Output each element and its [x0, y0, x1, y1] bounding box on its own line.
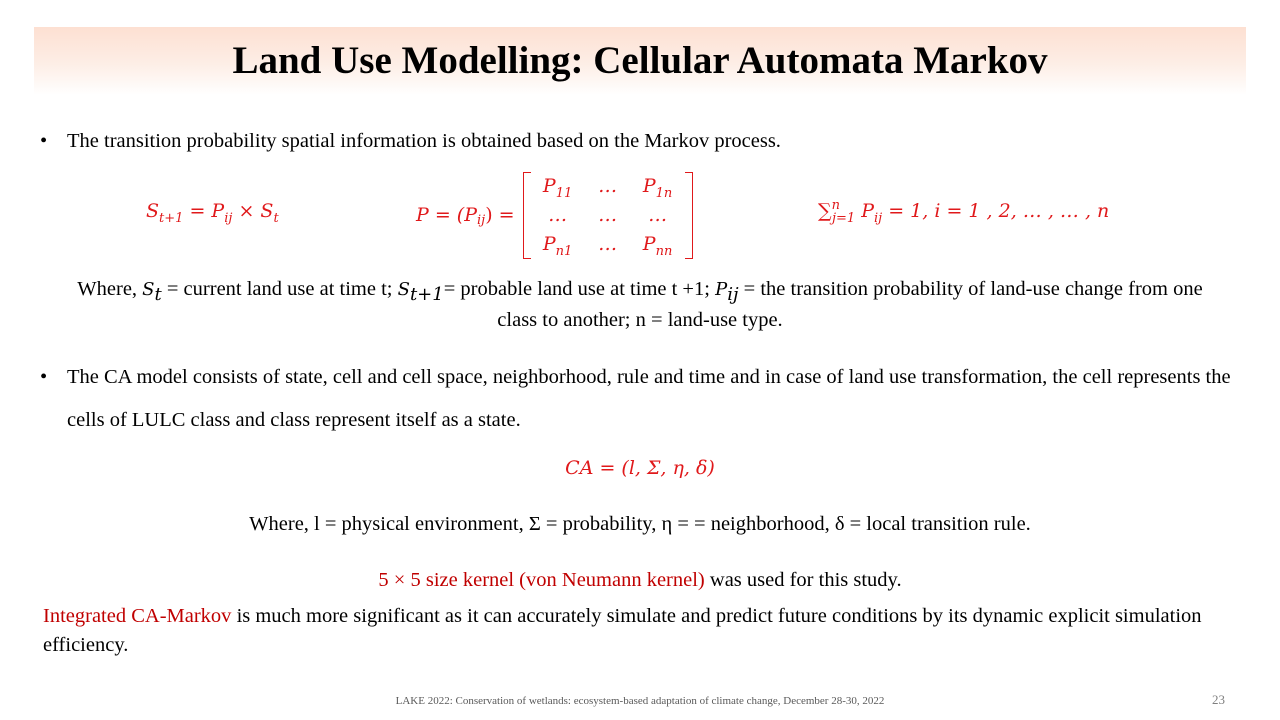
kernel-note: 5 × 5 size kernel (von Neumann kernel) was used for this study.: [378, 569, 902, 591]
integrated-highlight: Integrated CA-Markov: [43, 605, 232, 627]
equation-state-transition: $S_{t+1} = P_{ij} \times S_t$: [146, 200, 279, 226]
matrix-cell: …: [598, 175, 618, 197]
matrix-cell: $P_{1n}$: [642, 175, 673, 201]
probability-matrix: [523, 172, 693, 259]
markov-variable-definitions: Where, St = current land use at time t; St+1= probable land use at time t +1; Pij = the transition probability of land-use change from one class to another; n = land-use type.: [77, 278, 1203, 331]
bullet-dot: •: [40, 130, 48, 152]
bullet-ca-text: The CA model consists of state, cell and cell space, neighborhood, rule and time and in case of land use transformation, the cell represents the cells of LULC class and class represent itself as a state.: [67, 366, 1231, 431]
bullet-markov: [40, 127, 1240, 155]
matrix-cell: …: [598, 204, 618, 226]
ca-variable-definitions: Where, l = physical environment, Σ = probability, η = = neighborhood, δ = local transition rule.: [249, 513, 1031, 535]
equation-ca: CA = (l, Σ, η, δ): [565, 457, 715, 479]
bullet-dot: •: [40, 366, 48, 388]
kernel-highlight: 5 × 5 size kernel (von Neumann kernel): [378, 569, 705, 591]
matrix-cell: …: [598, 233, 618, 255]
slide-title: Land Use Modelling: Cellular Automata Markov: [232, 39, 1048, 82]
integrated-ca-markov-note: Integrated CA-Markov is much more significant as it can accurately simulate and predict future conditions by its dynamic explicit simulation efficiency.: [43, 605, 1202, 656]
equation-row-sum: ∑$^n_{j=1}$ $P_{ij} = 1$, i = 1 , 2, … , … , n: [818, 198, 1110, 226]
matrix-cell: …: [548, 204, 568, 226]
matrix-cell: …: [648, 204, 668, 226]
page-number: 23: [1212, 692, 1225, 707]
matrix-cell: $P_{11}$: [542, 175, 573, 201]
equation-transition-matrix: P = (P ij ) = $P_{11}$ … $P_{1n}$ … … … $P_{n1}$ … $P_{nn}$: [416, 171, 693, 259]
matrix-cell: $P_{n1}$: [542, 233, 573, 259]
bullet-markov-text: The transition probability spatial information is obtained based on the Markov process.: [67, 130, 781, 152]
matrix-cell: $P_{nn}$: [642, 233, 673, 259]
slide-footer: LAKE 2022: Conservation of wetlands: ecosystem-based adaptation of climate change, December 28-30, 2022: [395, 695, 885, 707]
bullet-ca-model: [40, 356, 1240, 442]
